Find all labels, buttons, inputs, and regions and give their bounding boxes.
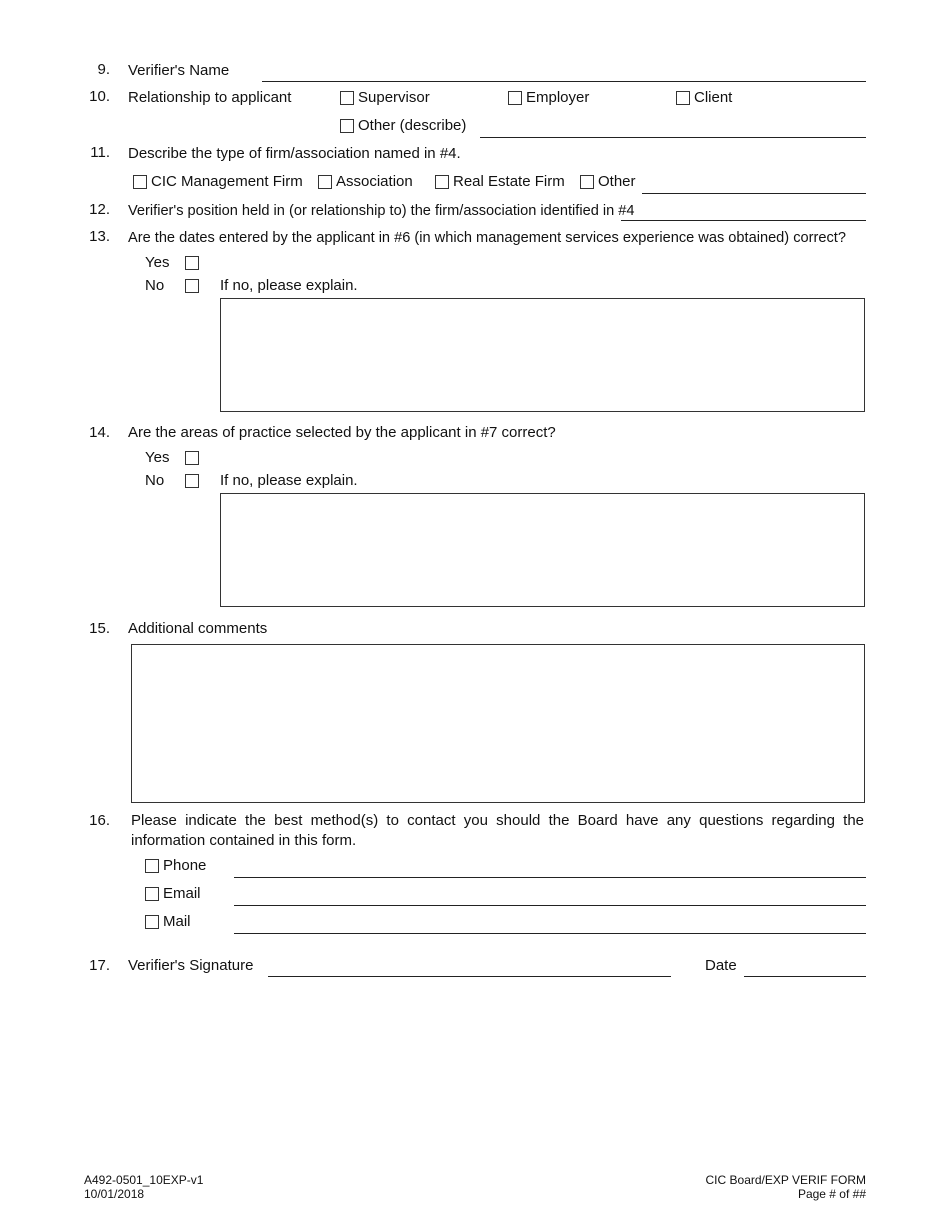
practice-yes-label: Yes bbox=[145, 449, 170, 466]
client-checkbox[interactable] bbox=[676, 91, 690, 105]
supervisor-checkbox[interactable] bbox=[340, 91, 354, 105]
email-field[interactable] bbox=[234, 905, 866, 906]
form-name: CIC Board/EXP VERIF FORM bbox=[705, 1173, 866, 1187]
date-field[interactable] bbox=[744, 976, 866, 977]
email-label: Email bbox=[163, 885, 201, 902]
dates-explain-label: If no, please explain. bbox=[220, 277, 358, 294]
other-relationship-label: Other (describe) bbox=[358, 117, 467, 134]
form-date: 10/01/2018 bbox=[84, 1187, 145, 1201]
client-label: Client bbox=[694, 89, 733, 106]
other-relationship-checkbox[interactable] bbox=[340, 119, 354, 133]
email-checkbox[interactable] bbox=[145, 887, 159, 901]
contact-method-question: Please indicate the best method(s) to contact you should the Board have any questions regarding the information contained in this form. bbox=[131, 812, 864, 849]
practice-explain-label: If no, please explain. bbox=[220, 472, 358, 489]
employer-label: Employer bbox=[526, 89, 590, 106]
mail-checkbox[interactable] bbox=[145, 915, 159, 929]
dates-no-label: No bbox=[145, 277, 165, 294]
other-firm-checkbox[interactable] bbox=[580, 175, 594, 189]
signature-label: Verifier's Signature bbox=[128, 957, 254, 974]
item-number-15: 15. bbox=[89, 620, 110, 637]
comments-label: Additional comments bbox=[128, 620, 268, 637]
item-number-11: 11. bbox=[90, 144, 110, 161]
dates-no-checkbox[interactable] bbox=[185, 279, 199, 293]
practice-yes-checkbox[interactable] bbox=[185, 451, 199, 465]
practice-no-checkbox[interactable] bbox=[185, 474, 199, 488]
item-number-12: 12. bbox=[89, 201, 110, 218]
item-number-13: 13. bbox=[89, 228, 110, 245]
form-code: A492-0501_10EXP-v1 bbox=[84, 1173, 204, 1187]
position-label: Verifier's position held in (or relationship to) the firm/association identified in #4 bbox=[128, 203, 635, 219]
phone-field[interactable] bbox=[234, 877, 866, 878]
phone-label: Phone bbox=[163, 857, 207, 874]
item-number-10: 10. bbox=[89, 88, 110, 105]
other-relationship-field[interactable] bbox=[480, 137, 866, 138]
cic-management-label: CIC Management Firm bbox=[151, 173, 303, 190]
real-estate-label: Real Estate Firm bbox=[453, 173, 565, 190]
association-checkbox[interactable] bbox=[318, 175, 332, 189]
mail-label: Mail bbox=[163, 913, 191, 930]
supervisor-label: Supervisor bbox=[358, 89, 430, 106]
date-label: Date bbox=[705, 957, 737, 974]
association-label: Association bbox=[336, 173, 413, 190]
signature-field[interactable] bbox=[268, 976, 671, 977]
comments-textbox[interactable] bbox=[131, 644, 865, 803]
dates-yes-label: Yes bbox=[145, 254, 170, 271]
dates-explain-textbox[interactable] bbox=[220, 298, 865, 412]
item-number-9: 9. bbox=[97, 61, 110, 78]
mail-field[interactable] bbox=[234, 933, 866, 934]
practice-question: Are the areas of practice selected by the applicant in #7 correct? bbox=[128, 424, 556, 441]
other-firm-field[interactable] bbox=[642, 193, 866, 194]
position-field[interactable] bbox=[621, 220, 866, 221]
item-number-17: 17. bbox=[89, 957, 110, 974]
verifier-name-label: Verifier's Name bbox=[128, 62, 230, 79]
other-firm-label: Other bbox=[598, 173, 636, 190]
dates-question: Are the dates entered by the applicant in #6 (in which management services experience was obtained) correct? bbox=[128, 230, 846, 246]
page-number: Page # of ## bbox=[797, 1187, 866, 1201]
real-estate-checkbox[interactable] bbox=[435, 175, 449, 189]
practice-no-label: No bbox=[145, 472, 165, 489]
relationship-label: Relationship to applicant bbox=[128, 89, 292, 106]
item-number-16: 16. bbox=[89, 812, 110, 829]
phone-checkbox[interactable] bbox=[145, 859, 159, 873]
dates-yes-checkbox[interactable] bbox=[185, 256, 199, 270]
practice-explain-textbox[interactable] bbox=[220, 493, 865, 607]
cic-management-checkbox[interactable] bbox=[133, 175, 147, 189]
employer-checkbox[interactable] bbox=[508, 91, 522, 105]
firm-type-label: Describe the type of firm/association named in #4. bbox=[128, 145, 461, 162]
verifier-name-field[interactable] bbox=[262, 81, 866, 82]
item-number-14: 14. bbox=[89, 424, 110, 441]
